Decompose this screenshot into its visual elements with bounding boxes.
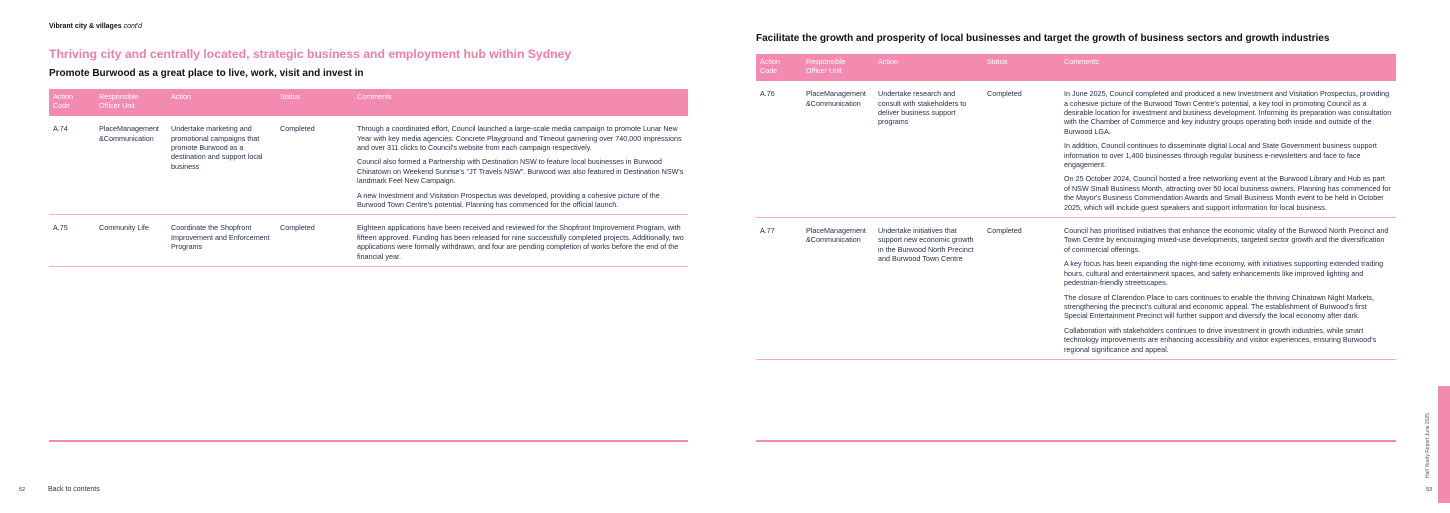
table-row: [49, 116, 688, 215]
comment-paragraph: The closure of Clarendon Place to cars continues to enable the thriving Chinatown Night Markets, strengthening the precinct's cultural and economic appeal. The establishment of Burwood's first Special Entertainment Precinct will further support and diversify the local economy after dark.: [1064, 292, 1375, 321]
comments-cell: [353, 215, 688, 267]
header-status: Status: [276, 89, 353, 116]
comment-paragraph: Council also formed a Partnership with Destination NSW to feature local businesses in Burwood Chinatown on Weekend Sunrise's "JT Travels NSW". Burwood was also featured in Destination NSW's landmark Feel New Campaign.: [357, 157, 684, 186]
right-page-number: 53: [1426, 487, 1433, 493]
comment-paragraph: A new Investment and Visitation Prospectus was developed, providing a cohesive picture of the Burwood Town Centre's potential. Planning has commenced for the official launch.: [357, 190, 660, 210]
left-action-table: [49, 89, 688, 267]
action-cell: Coordinate the Shopfront Improvement and Enforcement Programs: [167, 215, 276, 267]
comments-cell: [353, 116, 688, 215]
table-row: [49, 215, 688, 267]
left-bottom-rule: [49, 440, 688, 442]
status-cell: Completed: [276, 116, 353, 215]
action-code-cell: A.76: [756, 81, 802, 217]
header-action-code: Action Code: [49, 89, 95, 116]
comment-paragraph: In addition, Council continues to disseminate digital Local and State Government business support information to over 1,400 businesses through regular business e-newsletters and face to face engagement.: [1064, 141, 1377, 170]
side-tab: [1438, 386, 1450, 503]
status-cell: Completed: [983, 81, 1060, 217]
section-header-text: Vibrant city & villages: [49, 23, 122, 30]
back-to-contents-link[interactable]: Back to contents: [48, 486, 100, 493]
officer-unit-cell: PlaceManagement &Communication: [802, 218, 874, 360]
table-row: [756, 81, 1396, 217]
header-comments: Comments: [353, 89, 688, 116]
right-action-table: [756, 54, 1396, 360]
status-cell: Completed: [983, 218, 1060, 360]
comment-paragraph: In June 2025, Council completed and produced a new Investment and Visitation Prospectus, providing a cohesive picture of the Burwood Town Centre's potential, a key tool in promoting Council as a desirable location for investment and business development. Informing its preparation was consultation with the Chamber of Commerce and key industry groups operating both inside and outside of the Burwood LGA.: [1064, 89, 1392, 136]
comment-paragraph: Collaboration with stakeholders continues to drive investment in growth industries, while smart technology improvements are enhancing accessibility and visitor experiences, ensuring Burwood's regional significance and appeal.: [1064, 325, 1377, 354]
action-cell: Undertake initiatives that support new economic growth in the Burwood North Precinct and Burwood Town Centre: [874, 218, 983, 360]
comment-paragraph: Council has prioritised initiatives that enhance the economic vitality of the Burwood North Precinct and Town Centre by encouraging mixed-use developments, targeted sector growth and the diversification of commercial offerings.: [1064, 226, 1389, 254]
comments-cell: [1060, 81, 1396, 217]
left-page-number: 52: [19, 487, 26, 493]
comment-paragraph: A key focus has been expanding the night-time economy, with initiatives supporting extended trading hours, cultural and entertainment spaces, and safety enhancements like improved lighting and pedestrian-friendly streetscapes.: [1064, 259, 1384, 288]
officer-unit-cell: PlaceManagement &Communication: [95, 116, 167, 215]
officer-unit-cell: Community Life: [95, 215, 167, 267]
comment-paragraph: On 25 October 2024, Council hosted a free networking event at the Burwood Library and Hub as part of NSW Small Business Month, attracting over 50 local business owners. Planning has commenced for the Mayor's Business Commendation Awards and Small Business Month event to be held in October 2025, which will include guest speakers and support information for local business.: [1064, 174, 1391, 212]
header-action-code: Action Code: [756, 54, 802, 81]
right-bottom-rule: [756, 440, 1396, 442]
action-cell: Undertake research and consult with stakeholders to deliver business support programs: [874, 81, 983, 217]
left-page-subtitle: Promote Burwood as a great place to live, work, visit and invest in: [49, 68, 364, 79]
side-report-label: Half Yearly Report June 2025: [1425, 412, 1431, 478]
table-header-row: [756, 54, 1396, 81]
action-cell: Undertake marketing and promotional campaigns that promote Burwood as a destination and support local business: [167, 116, 276, 215]
right-page-title: Facilitate the growth and prosperity of local businesses and target the growth of business sectors and growth industries: [756, 33, 1330, 44]
action-code-cell: A.74: [49, 116, 95, 215]
status-cell: Completed: [276, 215, 353, 267]
header-status: Status: [983, 54, 1060, 81]
header-action: Action: [874, 54, 983, 81]
section-header-suffix: cont'd: [123, 23, 143, 30]
header-officer-unit: Responsible Officer Unit: [95, 89, 167, 116]
action-code-cell: A.75: [49, 215, 95, 267]
left-page-title: Thriving city and centrally located, strategic business and employment hub within Sydney: [49, 47, 572, 61]
table-header-row: [49, 89, 688, 116]
section-header: [49, 23, 142, 30]
header-action: Action: [167, 89, 276, 116]
action-code-cell: A.77: [756, 218, 802, 360]
header-comments: Comments: [1060, 54, 1396, 81]
comment-paragraph: Eighteen applications have been received and reviewed for the Shopfront Improvement Program, with fifteen approved. Funding has been released for nine successfully completed projects. Additionally, two applications were formally withdrawn, and four are pending completion of works before the end of the financial year.: [357, 223, 684, 261]
officer-unit-cell: PlaceManagement &Communication: [802, 81, 874, 217]
comments-cell: [1060, 218, 1396, 360]
table-row: [756, 218, 1396, 360]
comment-paragraph: Through a coordinated effort, Council launched a large-scale media campaign to promote Lunar New Year with key media agencies: Concrete Playground and Timeout garnering over 740,000 impressions and over 311 clicks to Council's website from each campaign respectively.: [357, 124, 682, 152]
header-officer-unit: Responsible Officer Unit: [802, 54, 874, 81]
